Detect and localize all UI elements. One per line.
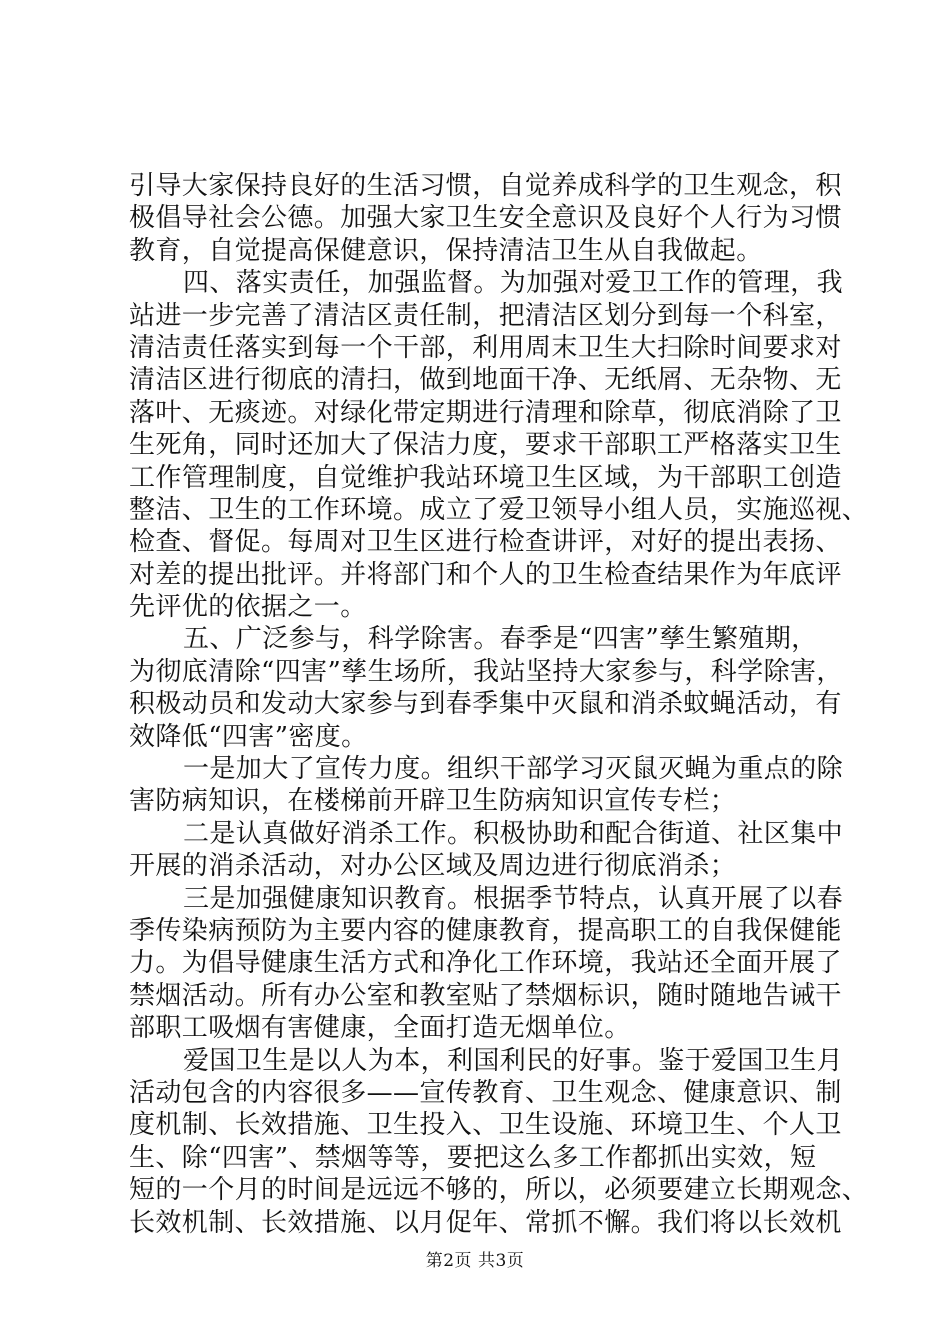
text-line: 对差的提出批评。并将部门和个人的卫生检查结果作为年底评 [129, 559, 842, 590]
text-line: 先评优的依据之一。 [129, 592, 367, 623]
text-line: 落叶、无痰迹。对绿化带定期进行清理和除草，彻底消除了卫 [129, 397, 842, 428]
text-line: 害防病知识，在楼梯前开辟卫生防病知识宣传专栏； [129, 786, 737, 817]
text-line: 整洁、卫生的工作环境。成立了爱卫领导小组人员，实施巡视、 [129, 494, 869, 525]
text-line: 引导大家保持良好的生活习惯，自觉养成科学的卫生观念，积 [129, 171, 842, 201]
text-line: 生死角，同时还加大了保洁力度，要求干部职工严格落实卫生 [129, 430, 842, 461]
text-line: 季传染病预防为主要内容的健康教育，提高职工的自我保健能 [129, 915, 842, 946]
text-line: 清洁区进行彻底的清扫，做到地面干净、无纸屑、无杂物、无 [129, 365, 842, 396]
page-footer: 第2页 共3页 [425, 1251, 525, 1271]
text-line: 力。为倡导健康生活方式和净化工作环境，我站还全面开展了 [129, 948, 842, 979]
text-line: 部职工吸烟有害健康，全面打造无烟单位。 [129, 1013, 631, 1044]
text-line: 生、除“四害”、禁烟等等，要把这么多工作都抓出实效，短 [129, 1142, 817, 1173]
text-line: 长效机制、长效措施、以月促年、常抓不懈。我们将以长效机 [129, 1207, 842, 1238]
text-line: 一是加大了宣传力度。组织干部学习灭鼠灭蝇为重点的除 [183, 754, 844, 785]
text-line: 开展的消杀活动，对办公区域及周边进行彻底消杀； [129, 851, 737, 882]
document-body [129, 170, 869, 1239]
text-line: 五、广泛参与，科学除害。春季是“四害”孳生繁殖期， [183, 624, 818, 655]
text-line: 工作管理制度，自觉维护我站环境卫生区域，为干部职工创造 [129, 462, 842, 493]
text-line: 爱国卫生是以人为本，利国利民的好事。鉴于爱国卫生月 [183, 1045, 844, 1076]
text-line: 为彻底清除“四害”孳生场所，我站坚持大家参与，科学除害， [129, 656, 843, 687]
text-line: 效降低“四害”密度。 [129, 721, 368, 752]
text-line: 积极动员和发动大家参与到春季集中灭鼠和消杀蚊蝇活动，有 [129, 689, 842, 720]
text-line: 短的一个月的时间是远远不够的，所以，必须要建立长期观念、 [129, 1175, 869, 1206]
text-line: 极倡导社会公德。加强大家卫生安全意识及良好个人行为习惯 [129, 203, 842, 234]
text-line: 二是认真做好消杀工作。积极协助和配合街道、社区集中 [183, 818, 844, 849]
text-line: 度机制、长效措施、卫生投入、卫生设施、环境卫生、个人卫 [129, 1110, 842, 1141]
text-line: 禁烟活动。所有办公室和教室贴了禁烟标识，随时随地告诫干 [129, 980, 842, 1011]
text-line: 四、落实责任，加强监督。为加强对爱卫工作的管理，我 [183, 268, 844, 299]
text-line: 教育，自觉提高保健意识，保持清洁卫生从自我做起。 [129, 235, 763, 266]
text-line: 三是加强健康知识教育。根据季节特点，认真开展了以春 [183, 883, 844, 914]
text-line: 清洁责任落实到每一个干部，利用周末卫生大扫除时间要求对 [129, 332, 842, 363]
text-line: 检查、督促。每周对卫生区进行检查讲评，对好的提出表扬、 [129, 527, 842, 558]
text-line: 站进一步完善了清洁区责任制，把清洁区划分到每一个科室， [129, 300, 842, 331]
text-line: 活动包含的内容很多——宣传教育、卫生观念、健康意识、制 [129, 1077, 842, 1108]
